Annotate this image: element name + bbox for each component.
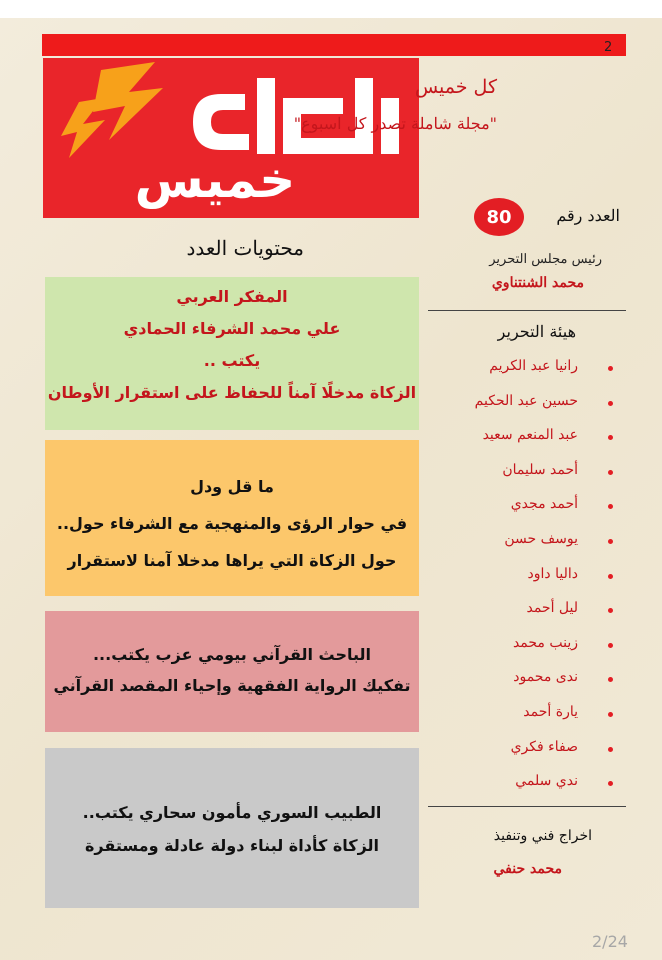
- list-item: [440, 767, 626, 802]
- contents-title: محتويات العدد: [186, 236, 304, 260]
- staff-name: أحمد سليمان: [502, 461, 578, 478]
- editorial-board-list: [440, 352, 626, 802]
- staff-name: أحمد مجدي: [510, 496, 578, 513]
- card-line: يكتب ..: [203, 351, 261, 370]
- bullet-icon: [608, 401, 613, 406]
- list-item: [440, 663, 626, 698]
- issue-number-badge: 80: [474, 198, 524, 236]
- list-item: [440, 525, 626, 560]
- contents-card-3: [45, 611, 419, 732]
- editorial-board-title: هيئة التحرير: [497, 322, 576, 341]
- production-label: اخراج فني وتنفيذ: [493, 828, 592, 844]
- card-line: الطبيب السوري مأمون سحاري يكتب..: [82, 803, 382, 822]
- list-item: [440, 629, 626, 664]
- bullet-icon: [608, 539, 613, 544]
- contents-card-4: [45, 748, 419, 908]
- contents-card-1: [45, 277, 419, 430]
- bullet-icon: [608, 781, 613, 786]
- list-item: [440, 456, 626, 491]
- staff-name: يارة أحمد: [523, 703, 578, 720]
- card-line: الزكاة كأداة لبناء دولة عادلة ومستقرة: [84, 836, 380, 855]
- card-line: حول الزكاة التي يراها مدخلا آمنا لاستقرار: [67, 551, 397, 570]
- bullet-icon: [608, 574, 613, 579]
- masthead-tagline: "مجلة شاملة تصدر كل اسبوع": [293, 114, 497, 133]
- header-red-bar: [42, 34, 626, 56]
- list-item: [440, 421, 626, 456]
- bullet-icon: [608, 366, 613, 371]
- list-item: [440, 560, 626, 595]
- list-item: [440, 490, 626, 525]
- staff-name: رانيا عبد الكريم: [489, 358, 578, 374]
- bullet-icon: [608, 747, 613, 752]
- staff-name: صفاء فكري: [510, 738, 578, 755]
- page-counter: 2/24: [592, 932, 628, 951]
- production-name: محمد حنفي: [493, 861, 562, 877]
- list-item: [440, 387, 626, 422]
- bullet-icon: [608, 712, 613, 717]
- bullet-icon: [608, 470, 613, 475]
- card-line: المفكر العربي: [176, 287, 288, 306]
- contents-card-2: [45, 440, 419, 596]
- list-item: [440, 698, 626, 733]
- page-number: 2: [604, 40, 613, 55]
- bullet-icon: [608, 608, 613, 613]
- staff-name: يوسف حسن: [504, 530, 578, 547]
- staff-name: ليل أحمد: [526, 600, 578, 617]
- bullet-icon: [608, 677, 613, 682]
- section-divider: [428, 806, 626, 807]
- masthead-title: كل خميس: [414, 76, 497, 98]
- card-line: تفكيك الرواية الفقهية وإحياء المقصد القرآني: [53, 676, 411, 695]
- magazine-logo: [43, 58, 419, 218]
- list-item: [440, 352, 626, 387]
- staff-name: حسين عبد الحكيم: [474, 392, 578, 409]
- card-line: في حوار الرؤى والمنهجية مع الشرفاء حول..: [56, 514, 408, 533]
- staff-name: ندي سلمي: [515, 773, 578, 790]
- card-line: ما قل ودل: [190, 477, 274, 496]
- card-line: الزكاة مدخلًا آمناً للحفاظ على استقرار الأوطان: [47, 383, 417, 402]
- card-line: علي محمد الشرفاء الحمادي: [123, 319, 341, 338]
- staff-name: عبد المنعم سعيد: [482, 427, 578, 444]
- section-divider: [428, 310, 626, 311]
- bullet-icon: [608, 504, 613, 509]
- bullet-icon: [608, 435, 613, 440]
- list-item: [440, 733, 626, 768]
- list-item: [440, 594, 626, 629]
- staff-name: داليا داود: [527, 565, 578, 582]
- staff-name: زينب محمد: [512, 634, 578, 651]
- staff-name: ندى محمود: [513, 669, 578, 686]
- chair-name: محمد الشنتناوي: [491, 275, 584, 291]
- logo-text: خميس: [134, 151, 296, 209]
- bullet-icon: [608, 643, 613, 648]
- chair-label: رئيس مجلس التحرير: [489, 252, 602, 267]
- issue-label: العدد رقم: [556, 206, 620, 225]
- card-line: الباحث القرآني بيومي عزب يكتب...: [92, 645, 372, 664]
- viewer-top-edge: [0, 0, 662, 18]
